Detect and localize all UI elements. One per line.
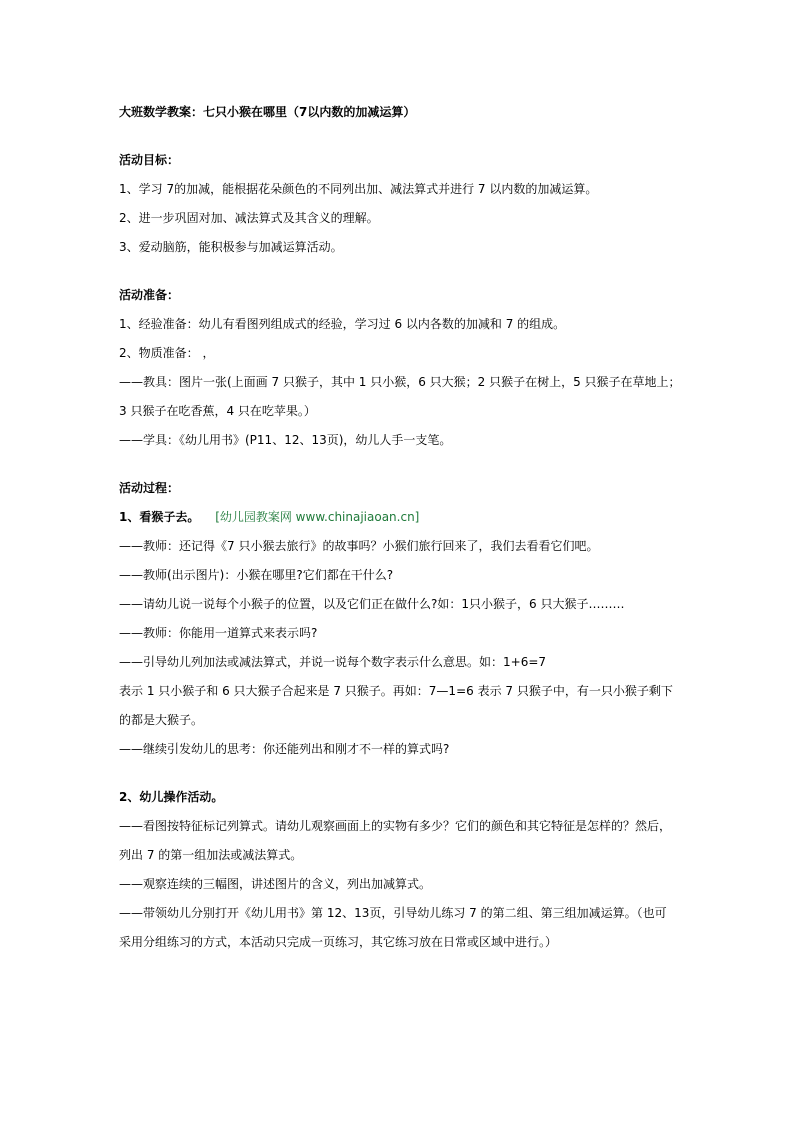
process-item: ——带领幼儿分别打开《幼儿用书》第 12、13页，引导幼儿练习 7 的第二组、第三组加减运算。（也可: [119, 906, 667, 920]
process-item: 表示 1 只小猴子和 6 只大猴子合起来是 7 只猴子。再如：7—1=6 表示 7 只猴子中，有一只小猴子剩下: [119, 684, 673, 698]
goals-heading: 活动目标：: [119, 153, 180, 167]
process-item: ——看图按特征标记列算式。请幼儿观察画面上的实物有多少？它们的颜色和其它特征是怎样的？然后，: [119, 819, 672, 833]
process-part1-heading-line: [119, 509, 419, 525]
website-link[interactable]: [幼儿园教案网 www.chinajiaoan.cn]: [215, 510, 420, 524]
process-item: ——继续引发幼儿的思考：你还能列出和刚才不一样的算式吗?: [119, 742, 450, 756]
process-item: 采用分组练习的方式，本活动只完成一页练习，其它练习放在日常或区域中进行。）: [119, 935, 558, 949]
process-item: ——教师(出示图片)：小猴在哪里?它们都在干什么?: [119, 568, 394, 582]
prep-item: ——学具：《幼儿用书》(P11、12、13页)，幼儿人手一支笔。: [119, 433, 452, 447]
process-item: ——教师：你能用一道算式来表示吗?: [119, 626, 318, 640]
process-part1-heading: 1、看猴子去。: [119, 510, 200, 524]
process-item: ——教师：还记得《7 只小猴去旅行》的故事吗？小猴们旅行回来了，我们去看看它们吧。: [119, 539, 599, 553]
prep-item: 3 只猴子在吃香蕉，4 只在吃苹果。）: [119, 404, 316, 418]
goal-item: 3、爱动脑筋，能积极参与加减运算活动。: [119, 240, 343, 254]
goal-item: 1、学习 7的加减，能根据花朵颜色的不同列出加、减法算式并进行 7 以内数的加减运算。: [119, 182, 598, 196]
process-item: 的都是大猴子。: [119, 713, 204, 727]
process-item: 列出 7 的第一组加法或减法算式。: [119, 848, 303, 862]
document-title: 大班数学教案：七只小猴在哪里（7以内数的加减运算）: [119, 105, 416, 119]
goal-item: 2、进一步巩固对加、减法算式及其含义的理解。: [119, 211, 379, 225]
prep-item: ——教具：图片一张(上面画 7 只猴子，其中 1 只小猴，6 只大猴；2 只猴子在树上，5 只猴子在草地上；: [119, 375, 681, 389]
prep-item: 1、经验准备：幼儿有看图列组成式的经验，学习过 6 以内各数的加减和 7 的组成。: [119, 317, 566, 331]
process-item: ——引导幼儿列加法或减法算式，并说一说每个数字表示什么意思。如：1+6=7: [119, 655, 547, 669]
process-item: ——观察连续的三幅图，讲述图片的含义，列出加减算式。: [119, 877, 432, 891]
prep-item: 2、物质准备： ，: [119, 346, 215, 360]
process-item: ——请幼儿说一说每个小猴子的位置，以及它们正在做什么?如：1只小猴子，6 只大猴子………: [119, 597, 625, 611]
prep-heading: 活动准备：: [119, 288, 180, 302]
process-part2-heading: 2、幼儿操作活动。: [119, 790, 224, 804]
process-heading: 活动过程：: [119, 481, 180, 495]
